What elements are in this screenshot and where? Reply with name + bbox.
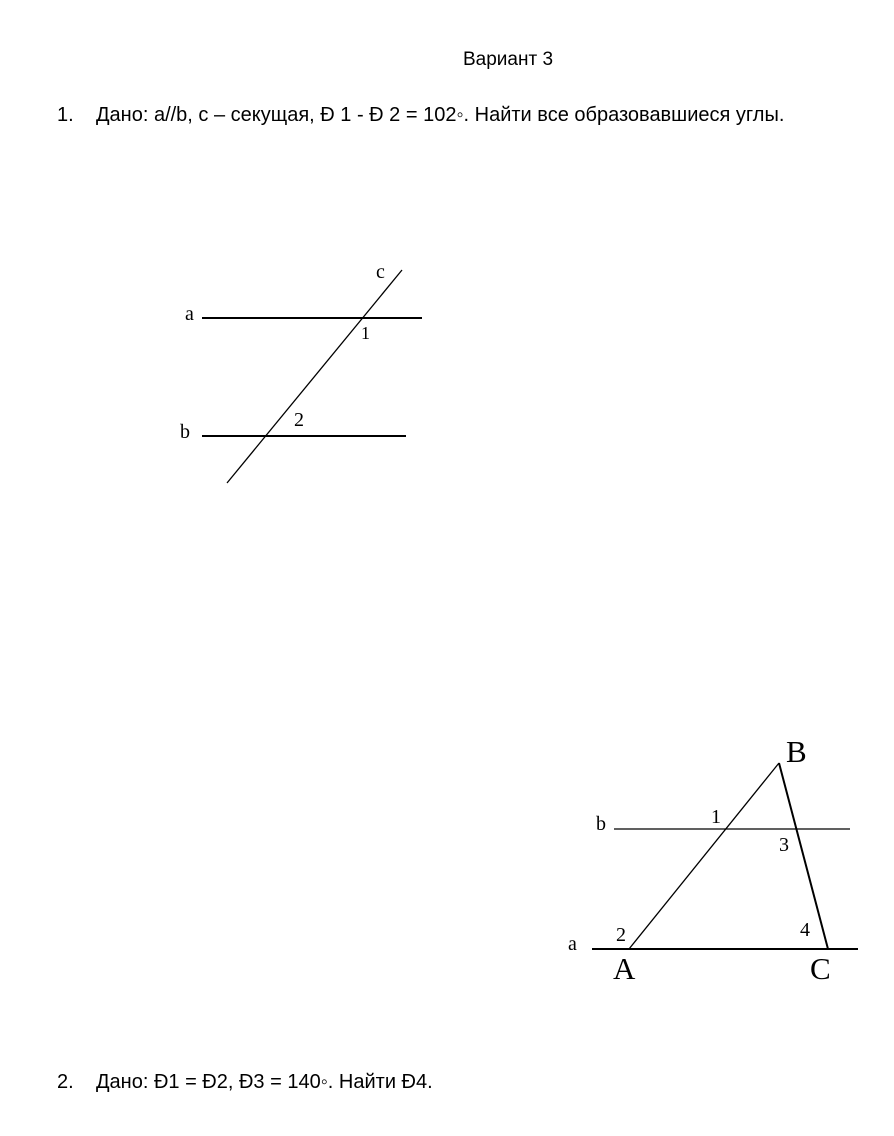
task-1 xyxy=(57,102,784,128)
task-2-number: 2. xyxy=(57,1071,74,1093)
angle-3-label: 3 xyxy=(779,834,789,856)
vertex-A-label: A xyxy=(613,951,636,986)
task-1-number: 1. xyxy=(57,104,74,126)
angle-1-label: 1 xyxy=(711,806,721,828)
angle-2-label: 2 xyxy=(616,924,626,946)
figure-parallel-lines-transversal xyxy=(170,255,440,495)
vertex-B-label: B xyxy=(786,734,807,769)
page-title: Вариант 3 xyxy=(462,49,554,70)
label-c: c xyxy=(376,261,385,283)
transversal-c xyxy=(227,270,402,483)
task-2-text: Дано: Ð1 = Ð2, Ð3 = 140◦. Найти Ð4. xyxy=(96,1071,433,1093)
task-2 xyxy=(57,1069,433,1095)
figure-triangle-parallel-lines xyxy=(560,730,870,990)
label-b: b xyxy=(180,421,190,443)
vertex-C-label: C xyxy=(810,951,831,986)
task-1-text: Дано: a//b, c – секущая, Ð 1 - Ð 2 = 102◦. Найти все образовавшиеся углы. xyxy=(96,104,785,126)
label-a: a xyxy=(568,933,577,955)
angle-2-label: 2 xyxy=(294,409,304,431)
angle-4-label: 4 xyxy=(800,919,810,941)
label-b: b xyxy=(596,813,606,835)
label-a: a xyxy=(185,303,194,325)
angle-1-label: 1 xyxy=(361,323,370,343)
side-AB xyxy=(629,763,779,949)
